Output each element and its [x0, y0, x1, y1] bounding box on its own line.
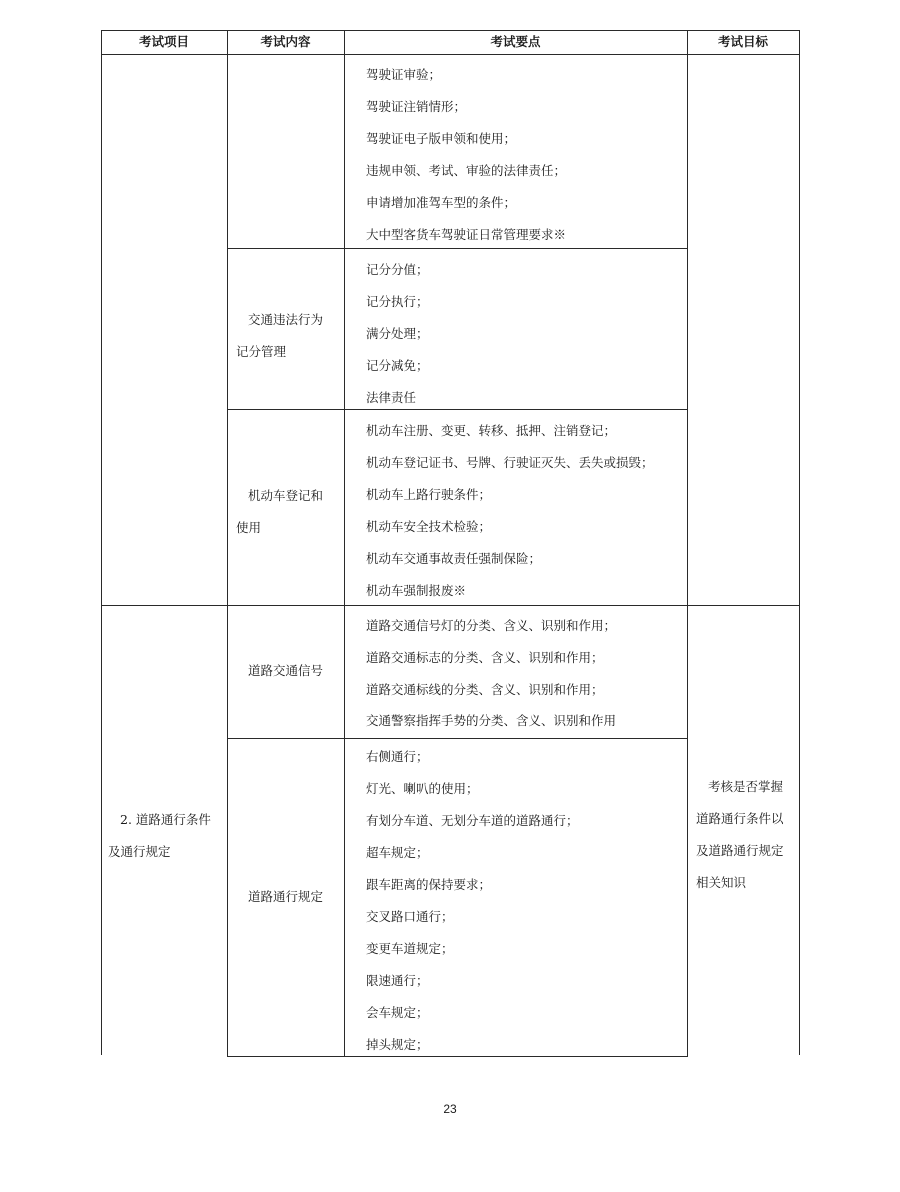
point-text: 法律责任 [366, 390, 417, 405]
point-text: 满分处理； [366, 326, 429, 341]
point-text: 记分执行； [366, 294, 429, 309]
exam-item-cell: 2. 道路通行条件 [120, 812, 211, 827]
point-text: 右侧通行； [366, 749, 429, 764]
point-text: 机动车注册、变更、转移、抵押、注销登记； [366, 423, 617, 438]
point-text: 机动车上路行驶条件； [366, 487, 492, 502]
point-text: 机动车强制报废※ [366, 583, 467, 598]
point-text: 道路交通标线的分类、含义、识别和作用； [366, 682, 604, 697]
point-text: 驾驶证审验； [366, 67, 442, 82]
content-cell: 机动车登记和 [248, 488, 324, 503]
col-border-right [799, 30, 800, 1055]
header-bottom-border [101, 54, 800, 55]
row-border-a [227, 248, 687, 249]
col-border-2 [344, 30, 345, 1057]
header-exam-goal: 考试目标 [717, 34, 768, 49]
point-text: 超车规定； [366, 845, 429, 860]
point-text: 机动车安全技术检验； [366, 519, 492, 534]
row-border-d [227, 738, 687, 739]
point-text: 灯光、喇叭的使用； [366, 781, 479, 796]
content-cell: 道路交通信号 [247, 663, 323, 678]
point-text: 记分分值； [366, 262, 429, 277]
point-text: 道路交通信号灯的分类、含义、识别和作用； [366, 618, 617, 633]
table-bottom-inner [227, 1056, 688, 1057]
point-text: 掉头规定； [366, 1037, 429, 1052]
point-text: 申请增加准驾车型的条件； [366, 195, 517, 210]
col-border-left [101, 30, 102, 1055]
content-cell: 使用 [236, 520, 262, 535]
point-text: 驾驶证电子版申领和使用； [366, 131, 517, 146]
point-text: 变更车道规定； [366, 941, 454, 956]
row-border-c [101, 605, 800, 606]
content-cell: 记分管理 [236, 344, 287, 359]
point-text: 交通警察指挥手势的分类、含义、识别和作用 [366, 713, 617, 728]
point-text: 会车规定； [366, 1005, 429, 1020]
header-exam-item: 考试项目 [138, 34, 189, 49]
point-text: 交叉路口通行； [366, 909, 454, 924]
header-exam-points: 考试要点 [490, 34, 541, 49]
exam-goal-cell: 相关知识 [696, 875, 747, 890]
exam-goal-cell: 及道路通行规定 [696, 843, 784, 858]
content-cell: 道路通行规定 [247, 889, 323, 904]
exam-item-cell: 及通行规定 [108, 844, 171, 859]
point-text: 限速通行； [366, 973, 429, 988]
point-text: 道路交通标志的分类、含义、识别和作用； [366, 650, 604, 665]
point-text: 有划分车道、无划分车道的道路通行； [366, 813, 579, 828]
content-cell: 交通违法行为 [248, 312, 324, 327]
point-text: 跟车距离的保持要求； [366, 877, 492, 892]
page-number: 23 [443, 1102, 457, 1116]
header-exam-content: 考试内容 [260, 34, 311, 49]
row-border-b [227, 409, 687, 410]
exam-goal-cell: 考核是否掌握 [708, 779, 784, 794]
point-text: 驾驶证注销情形； [366, 99, 467, 114]
point-text: 大中型客货车驾驶证日常管理要求※ [366, 227, 567, 242]
point-text: 违规申领、考试、审验的法律责任； [366, 163, 567, 178]
col-border-3 [687, 30, 688, 1057]
exam-goal-cell: 道路通行条件以 [696, 811, 784, 826]
point-text: 记分减免； [366, 358, 429, 373]
point-text: 机动车交通事故责任强制保险； [366, 551, 542, 566]
point-text: 机动车登记证书、号牌、行驶证灭失、丢失或损毁； [366, 455, 654, 470]
